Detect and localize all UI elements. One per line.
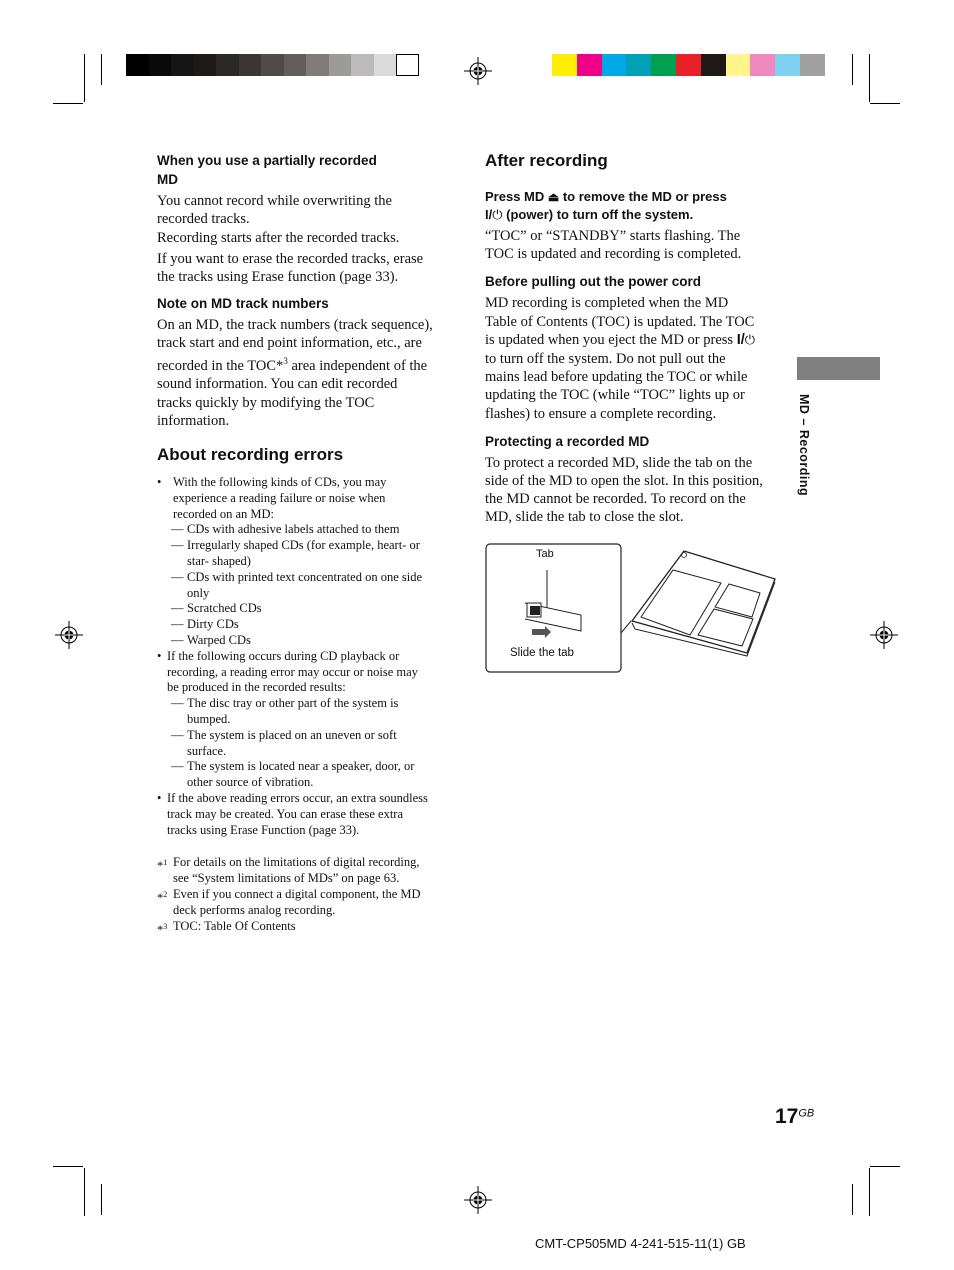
right-column: [485, 150, 785, 527]
recording-errors-heading: About recording errors: [157, 445, 344, 465]
color-swatch: [626, 54, 651, 76]
protect-md-heading: Protecting a recorded MD: [485, 433, 650, 449]
list-item: — CDs with adhesive labels attached to them: [157, 522, 457, 538]
recording-errors-list: [157, 475, 457, 838]
after-recording-para: “TOC” or “STANDBY” starts flashing. The TOC is updated and recording is completed.: [485, 228, 742, 263]
list-item: • If the following occurs during CD playback or recording, a reading error may occur or noise may be produced in the recorded results:: [157, 649, 457, 696]
list-item: • With the following kinds of CDs, you may experience a reading failure or noise when recorded on an MD:: [157, 475, 457, 522]
color-swatch: [552, 54, 577, 76]
protect-md-para: To protect a recorded MD, slide the tab on the side of the MD to open the slot. In this position, the MD cannot be recorded. To record on the MD, slide the tab to close the slot.: [485, 454, 763, 526]
list-item: • If the above reading errors occur, an extra soundless track may be created. You can erase these extra tracks using Erase Function (page 33).: [157, 791, 457, 838]
page-number-suffix: GB: [798, 1107, 815, 1120]
list-item: — CDs with printed text concentrated on one side only: [157, 570, 457, 602]
list-item: — Scratched CDs: [157, 601, 457, 617]
list-item: — Irregularly shaped CDs (for example, heart- or star- shaped): [157, 538, 457, 570]
section-side-label: MD – Recording: [797, 394, 811, 497]
track-numbers-heading: Note on MD track numbers: [157, 296, 329, 312]
slide-the-tab-label: Slide the tab: [510, 647, 574, 659]
footer-code: CMT-CP505MD 4-241-515-11(1) GB: [535, 1236, 746, 1251]
registration-mark-bottom: [464, 1186, 492, 1214]
footnotes: [157, 855, 457, 937]
after-recording-instruction: Press MD ⏏ to remove the MD or press I/⏻ (power) to turn off the system.: [485, 189, 727, 223]
gray-swatch: [171, 54, 194, 76]
registration-mark-left: [55, 621, 83, 649]
gray-swatch: [284, 54, 307, 76]
color-swatch: [775, 54, 800, 76]
page-number: $17^{GB}$: [775, 1105, 815, 1128]
footnote: *$^1$ For details on the limitations of digital recording, see “System limitations of MDs” on page 63.: [157, 855, 420, 886]
registration-mark-right: [870, 621, 898, 649]
gray-swatch: [261, 54, 284, 76]
track-numbers-para: On an MD, the track numbers (track sequence), track start and end point information, etc., are recorded in the TOC*$^3$ area independent of the sound information. You can edit recorded tracks quickly by modifying the TOC information.: [157, 317, 433, 429]
footnote: *$^3$ TOC: Table Of Contents: [157, 918, 296, 937]
gray-swatch: [149, 54, 172, 76]
color-swatch: [577, 54, 602, 76]
partial-md-heading: When you use a partially recorded MD: [157, 153, 377, 187]
tab-label: Tab: [536, 548, 554, 560]
color-swatch: [676, 54, 701, 76]
color-swatch: [602, 54, 627, 76]
power-cord-para: MD recording is completed when the MD Table of Contents (TOC) is updated. The TOC is updated when you eject the MD or press I/⏻ to turn off the system. Do not pull out the mains lead before updating the TOC or while updating the TOC (while “TOC” lights up or flashes) to ensure a complete recording.: [485, 295, 756, 422]
section-side-tab: [797, 357, 880, 380]
registration-mark-top: [464, 57, 492, 85]
list-item: — Warped CDs: [157, 633, 457, 649]
gray-swatch: [306, 54, 329, 76]
footnote: *$^2$ Even if you connect a digital component, the MD deck performs analog recording.: [157, 886, 421, 917]
power-icon: ⏻: [492, 208, 503, 223]
gray-swatch: [216, 54, 239, 76]
color-swatch: [701, 54, 726, 76]
gray-swatch: [239, 54, 262, 76]
list-item: — Dirty CDs: [157, 617, 457, 633]
list-item: — The disc tray or other part of the system is bumped.: [157, 696, 457, 728]
color-swatch: [800, 54, 825, 76]
power-cord-heading: Before pulling out the power cord: [485, 274, 701, 290]
gray-swatch: [396, 54, 419, 76]
list-item: — The system is placed on an uneven or soft surface.: [157, 728, 457, 760]
md-tab-figure: [485, 543, 780, 674]
gray-swatch: [374, 54, 397, 76]
gray-swatch: [329, 54, 352, 76]
color-swatch: [651, 54, 676, 76]
left-column: [157, 151, 457, 937]
partial-md-para-2: Recording starts after the recorded tracks.: [157, 230, 400, 247]
list-item: — The system is located near a speaker, door, or other source of vibration.: [157, 759, 457, 791]
partial-md-para-1: You cannot record while overwriting the recorded tracks.: [157, 193, 392, 228]
eject-icon: ⏏: [547, 190, 560, 204]
after-recording-heading: After recording: [485, 151, 608, 170]
partial-md-para-3: If you want to erase the recorded tracks, erase the tracks using Erase function (page 33).: [157, 250, 424, 285]
color-swatch: [726, 54, 751, 76]
color-swatch: [750, 54, 775, 76]
gray-swatch: [126, 54, 149, 76]
gray-swatch: [351, 54, 374, 76]
gray-swatch: [194, 54, 217, 76]
power-icon: ⏻: [744, 332, 756, 348]
